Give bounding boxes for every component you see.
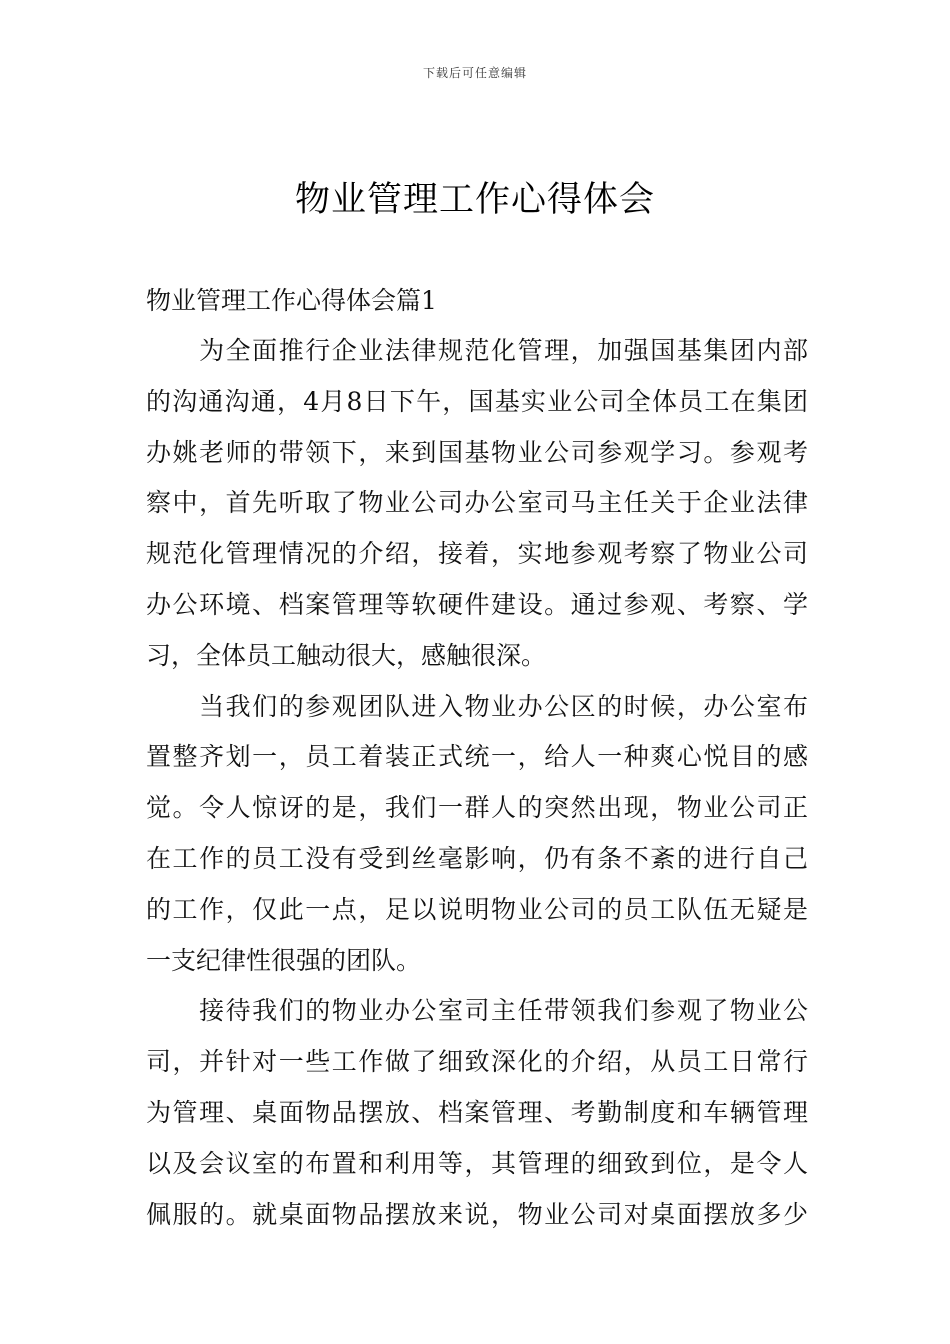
paragraph-line: 办姚老师的带领下，来到国基物业公司参观学习。参观考 <box>146 437 808 467</box>
paragraph-line: 在工作的员工没有受到丝毫影响，仍有条不紊的进行自己 <box>146 843 808 873</box>
paragraph-line: 司，并针对一些工作做了细致深化的介绍，从员工日常行 <box>146 1047 808 1077</box>
paragraph-line: 规范化管理情况的介绍，接着，实地参观考察了物业公司 <box>146 539 808 569</box>
paragraph-line: 的沟通沟通，4月8日下午，国基实业公司全体员工在集团 <box>146 386 808 416</box>
paragraph-line: 的工作，仅此一点，足以说明物业公司的员工队伍无疑是 <box>146 894 808 924</box>
paragraph-3 <box>146 986 808 1240</box>
paragraph-line: 习，全体员工触动很大，感触很深。 <box>146 640 547 670</box>
paragraph-line: 为全面推行企业法律规范化管理，加强国基集团内部 <box>146 336 808 365</box>
paragraph-line: 为管理、桌面物品摆放、档案管理、考勤制度和车辆管理 <box>146 1097 808 1127</box>
paragraph-line: 办公环境、档案管理等软硬件建设。通过参观、考察、学 <box>146 589 808 619</box>
paragraph-line: 觉。令人惊讶的是，我们一群人的突然出现，物业公司正 <box>146 793 808 823</box>
paragraph-line: 当我们的参观团队进入物业办公区的时候，办公室布 <box>146 691 808 721</box>
paragraph-line: 佩服的。就桌面物品摆放来说，物业公司对桌面摆放多少 <box>146 1199 808 1229</box>
paragraph-line: 接待我们的物业办公室司主任带领我们参观了物业公 <box>146 996 808 1026</box>
paragraph-line: 置整齐划一，员工着装正式统一，给人一种爽心悦目的感 <box>146 742 808 772</box>
paragraph-1 <box>146 326 808 682</box>
document-body <box>146 276 808 1240</box>
section-heading: 物业管理工作心得体会篇1 <box>146 286 437 315</box>
header-note: 下载后可任意编辑 <box>422 66 527 80</box>
paragraph-line: 察中，首先听取了物业公司办公室司马主任关于企业法律 <box>146 488 808 518</box>
paragraph-line: 以及会议室的布置和利用等，其管理的细致到位，是令人 <box>146 1148 808 1178</box>
paragraph-2 <box>146 682 808 987</box>
document-title: 物业管理工作心得体会 <box>294 180 655 220</box>
paragraph-line: 一支纪律性很强的团队。 <box>146 945 422 975</box>
